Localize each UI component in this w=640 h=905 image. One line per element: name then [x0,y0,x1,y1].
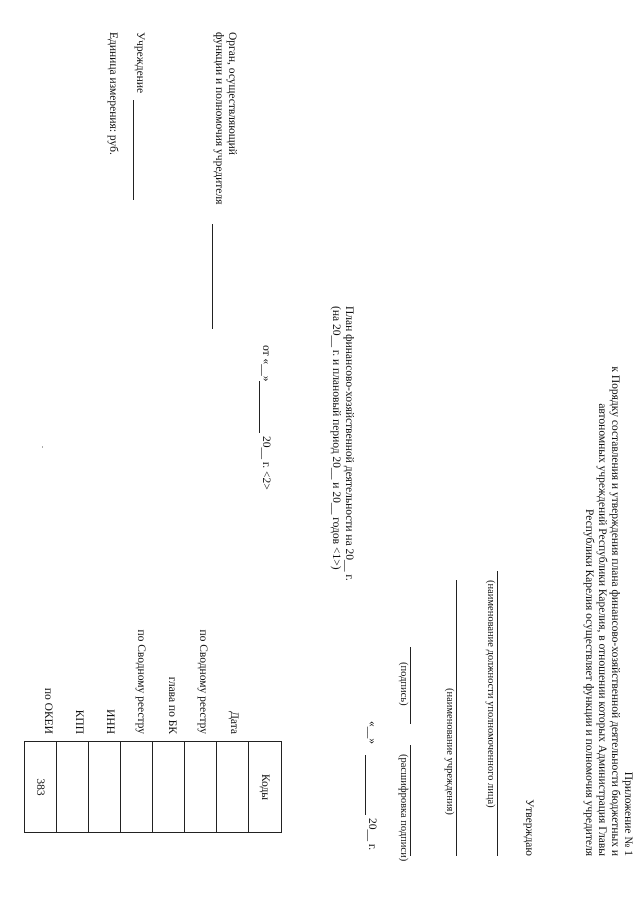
appendix-number: Приложение № 1 [622,771,634,856]
code-label-okei: по ОКЕИ [42,687,54,734]
codes-table [24,741,282,833]
code-value-svod-reestr [185,742,217,833]
code-value-inn [89,742,121,833]
code-label-inn: ИНН [104,709,116,734]
codes-header: Коды [249,742,282,833]
code-value-okei: 383 [25,742,57,833]
organ-label-line-2: функции и полномочия учредителя [213,32,225,205]
code-value-glava-bk [153,742,185,833]
code-label-kpp: КПП [73,709,85,734]
institution-field-line [133,100,134,200]
code-label-svod-reestr-2: по Сводному реестру [135,629,147,734]
plan-date-month-line [259,381,260,433]
institution-line [456,580,457,856]
header-line-2: автономных учреждений Республики Карелия, в отношении которых Администрация Главы [596,403,608,856]
organ-label-line-1: Орган, осуществляющий [226,32,238,155]
decoding-caption: (расшифровка подписи) [398,754,409,862]
institution-label: Учреждение [134,32,146,94]
approve-date-month-line [365,755,366,815]
unit-label: Единица измерения: руб. [107,32,119,155]
approve-label: Утверждаю [523,799,535,856]
plan-date-from: от «__» [260,345,272,382]
official-caption: (наименование должности уполномоченного лица) [485,580,496,808]
header-line-3: Республики Карелия осуществляет функции и полномочия учредителя [583,509,595,856]
codes-labels [22,534,282,734]
plan-title-line-2: (на 20__ г. и плановый период 20__ и 20__ годов <1>) [330,306,342,570]
signature-caption: (подпись) [398,662,409,706]
signature-line [410,647,411,724]
decoding-line [410,745,411,856]
code-label-glava-bk: глава по БК [166,676,178,734]
scan-speck [42,446,43,448]
header-line-1: к Порядку составления и утверждения плана финансово-хозяйственной деятельности бюджетных и [609,366,621,856]
code-value-svod-reestr-2 [121,742,153,833]
approve-date-day: «__» [366,721,378,744]
official-line [497,571,498,856]
institution-caption: (наименование учреждения) [444,688,455,815]
code-label-date: Дата [228,711,240,734]
plan-title-line-1: План финансово-хозяйственной деятельности на 20__ г. [343,306,355,581]
approve-date-year: 20__ г. [366,818,378,851]
organ-line [212,224,213,329]
code-value-date [217,742,249,833]
code-label-svod-reestr: по Сводному реестру [197,629,209,734]
code-value-kpp [57,742,89,833]
plan-date-year: 20__ г. <2> [260,436,272,490]
